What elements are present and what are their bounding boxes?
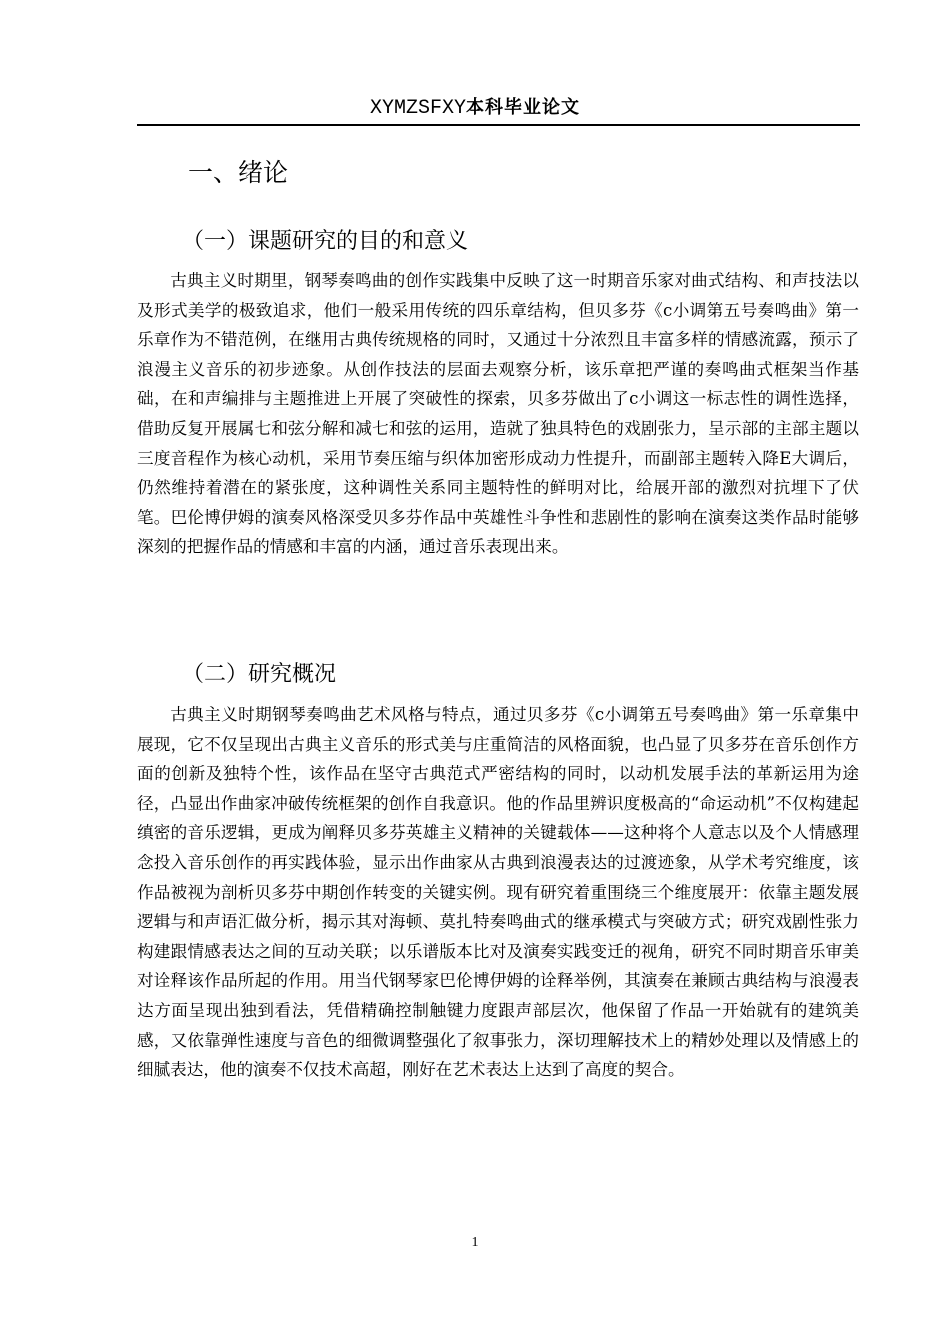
chapter-title: 一、绪论	[188, 158, 289, 187]
section-heading-purpose: （一）课题研究的目的和意义	[182, 229, 469, 254]
page-number: 1	[471, 1235, 479, 1250]
section-body-overview: 古典主义时期钢琴奏鸣曲艺术风格与特点，通过贝多芬《c小调第五号奏鸣曲》第一乐章集中展现，它不仅呈现出古典主义音乐的形式美与庄重简洁的风格面貌，也凸显了贝多芬在音乐创作方面的创新及独特个性，该作品在坚守古典范式严密结构的同时，以动机发展手法的革新运用为途径，凸显出作曲家冲破传统框架的创作自我意识。他的作品里辨识度极高的“命运动机”不仅构建起缜密的音乐逻辑，更成为阐释贝多芬英雄主义精神的关键载体——这种将个人意志以及个人情感理念投入音乐创作的再实践体验，显示出作曲家从古典到浪漫表达的过渡迹象，从学术考究维度，该作品被视为剖析贝多芬中期创作转变的关键实例。现有研究着重围绕三个维度展开：依靠主题发展逻辑与和声语汇做分析，揭示其对海顿、莫扎特奏鸣曲式的继承模式与突破方式；研究戏剧性张力构建跟情感表达之间的互动关联；以乐谱版本比对及演奏实践变迁的视角，研究不同时期音乐审美对诠释该作品所起的作用。用当代钢琴家巴伦博伊姆的诠释举例，其演奏在兼顾古典结构与浪漫表达方面呈现出独到看法，凭借精确控制触键力度跟声部层次，他保留了作品一开始就有的建筑美感，又依靠弹性速度与音色的细微调整强化了叙事张力，深切理解技术上的精妙处理以及情感上的细腻表达，他的演奏不仅技术高超，刚好在艺术表达上达到了高度的契合。	[137, 705, 859, 1080]
header-school-code: XYMZSFXY	[369, 97, 466, 120]
header-divider	[137, 124, 860, 126]
page-header	[0, 92, 950, 123]
section-body-purpose: 古典主义时期里，钢琴奏鸣曲的创作实践集中反映了这一时期音乐家对曲式结构、和声技法以及形式美学的极致追求，他们一般采用传统的四乐章结构，但贝多芬《c小调第五号奏鸣曲》第一乐章作为不错范例，在继用古典传统规格的同时，又通过十分浓烈且丰富多样的情感流露，预示了浪漫主义音乐的初步迹象。从创作技法的层面去观察分析，该乐章把严谨的奏鸣曲式框架当作基础，在和声编排与主题推进上开展了突破性的探索，贝多芬做出了c小调这一标志性的调性选择，借助反复开展属七和弦分解和减七和弦的运用，造就了独具特色的戏剧张力，呈示部的主部主题以三度音程作为核心动机，采用节奏压缩与织体加密形成动力性提升，而副部主题转入降E大调后，仍然维持着潜在的紧张度，这种调性关系同主题特性的鲜明对比，给展开部的激烈对抗埋下了伏笔。巴伦博伊姆的演奏风格深受贝多芬作品中英雄性斗争性和悲剧性的影响在演奏这类作品时能够深刻的把握作品的情感和丰富的内涵，通过音乐表现出来。	[137, 271, 859, 557]
header-thesis-label: 本科毕业论文	[466, 97, 580, 118]
section-heading-overview: （二）研究概况	[182, 662, 337, 687]
